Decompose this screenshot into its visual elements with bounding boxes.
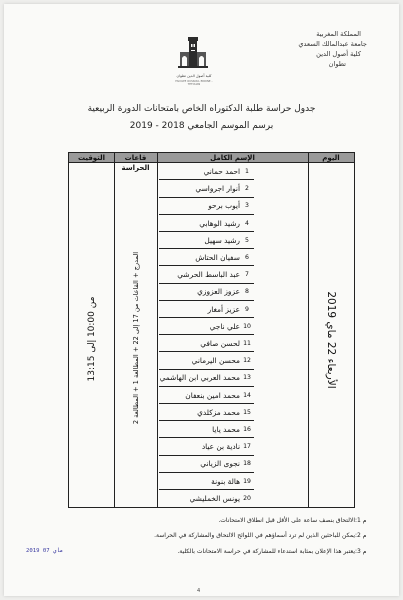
header-city: تطوان (328, 60, 346, 68)
table-row (159, 197, 254, 214)
logo-name: كلية أصول الدين تطوان (176, 74, 212, 78)
table-row (159, 421, 254, 438)
table-row (159, 352, 254, 369)
note-label: م 3: (355, 548, 367, 555)
row-number: 1 (245, 168, 249, 175)
row-number: 4 (245, 219, 249, 227)
row-number: 11 (243, 340, 251, 347)
column-divider (308, 153, 309, 507)
row-name: عزيز أمغار (207, 304, 240, 314)
table-row (159, 455, 254, 472)
row-number: 17 (243, 443, 251, 451)
table-row (159, 335, 254, 352)
table-row (159, 369, 254, 386)
row-number: 6 (245, 254, 249, 261)
table-row (159, 473, 254, 490)
header-faculty: كلية أصول الدين (316, 50, 361, 58)
table-row (159, 490, 254, 507)
table-row (159, 266, 254, 283)
note-label: م 2: (355, 532, 367, 539)
row-name: لحسن صافي (200, 339, 240, 348)
row-number: 20 (243, 494, 251, 502)
row-number: 8 (245, 288, 249, 296)
header-name: الإسم الكامل (210, 154, 255, 162)
row-name: محمد مزكلدي (197, 407, 240, 417)
column-divider (157, 153, 158, 507)
row-number: 14 (243, 391, 251, 399)
column-divider (114, 153, 115, 507)
header-time: التوقيت (77, 154, 106, 162)
table-row (159, 387, 254, 404)
row-number: 5 (245, 236, 249, 244)
table-row (159, 283, 254, 300)
row-name: محمد العربي ابن الهاشمي (159, 373, 240, 383)
document-subtitle: برسم الموسم الجامعي 2018 - 2019 (129, 121, 274, 131)
row-name: علي ناجي (209, 321, 240, 331)
day-cell: الأربعاء 22 ماي 2019 (325, 291, 337, 389)
note-text: يعتبر هذا الإعلان بمثابة استدعاء للمشاركة في حراسة الامتحانات بالكلية. (177, 548, 355, 555)
row-name: رشيد سهيل (204, 235, 240, 245)
table-row (159, 438, 254, 455)
row-number: 16 (243, 426, 251, 433)
table-row (159, 232, 254, 249)
document-page (4, 4, 399, 596)
row-name: سفيان الحتاش (195, 253, 240, 262)
row-name: أنوار اجرواسي (195, 184, 240, 194)
room-cell: المدرج + القاعات من 17 إلى 22 + المطالعة 1 + المطالعة 2 (131, 251, 140, 425)
row-name: أيوب برحو (208, 201, 240, 211)
header-day: اليوم (322, 154, 340, 162)
header-room: قاعات الحراسة (121, 154, 150, 172)
row-number: 13 (243, 374, 251, 382)
row-name: نجوى الزياني (200, 459, 240, 469)
table-row (159, 249, 254, 266)
row-number: 9 (245, 305, 249, 313)
row-number: 7 (245, 271, 249, 279)
schedule-table (68, 152, 355, 508)
row-name: محمد امين بنعفان (185, 390, 240, 400)
row-number: 19 (243, 477, 251, 485)
row-name: رشيد الوهابي (199, 218, 240, 228)
row-name: يونس الخمليشي (189, 493, 240, 503)
page-number: 4 (197, 588, 201, 594)
row-name: محسن اليرماني (191, 356, 240, 366)
row-name: نادية بن عياد (201, 442, 240, 452)
header-kingdom: المملكة المغربية (316, 30, 361, 38)
table-row (159, 163, 254, 180)
row-name: احمد حماني (203, 167, 240, 176)
time-cell: من 10:00 إلى 13:15 (86, 296, 97, 382)
row-number: 12 (243, 357, 251, 365)
table-row (159, 180, 254, 197)
logo-subtitle: FACULTE OUSSOUL EDDINE – TETOUAN (175, 80, 213, 86)
table-row (159, 318, 254, 335)
date-stamp: 2019 07 ماي (26, 548, 64, 554)
row-name: عزوز العزوزي (197, 287, 240, 297)
note-label: م 1: (355, 517, 367, 524)
note-text: يمكن للباحثين الذين لم ترد أسماؤهم في اللوائح الالتحاق والمشاركة في الحراسة. (154, 532, 355, 539)
table-row (159, 404, 254, 421)
note-text: الالتحاق بنصف ساعة على الأقل قبل انطلاق الامتحانات. (218, 517, 355, 524)
row-number: 3 (245, 202, 249, 210)
row-number: 2 (245, 185, 249, 193)
row-number: 10 (243, 322, 251, 330)
row-number: 15 (243, 408, 251, 416)
header-university: جامعة عبدالمالك السعدي (298, 40, 367, 48)
row-name: هالة بنونة (211, 476, 240, 486)
table-row (159, 301, 254, 318)
table-row (159, 215, 254, 232)
row-name: محمد يايا (212, 425, 240, 434)
row-number: 18 (243, 460, 251, 468)
row-name: عبد الباسط الحرشي (177, 270, 240, 280)
document-title: جدول حراسة طلبة الدكتوراه الخاص بامتحانات الدورة الربيعية (87, 104, 316, 114)
